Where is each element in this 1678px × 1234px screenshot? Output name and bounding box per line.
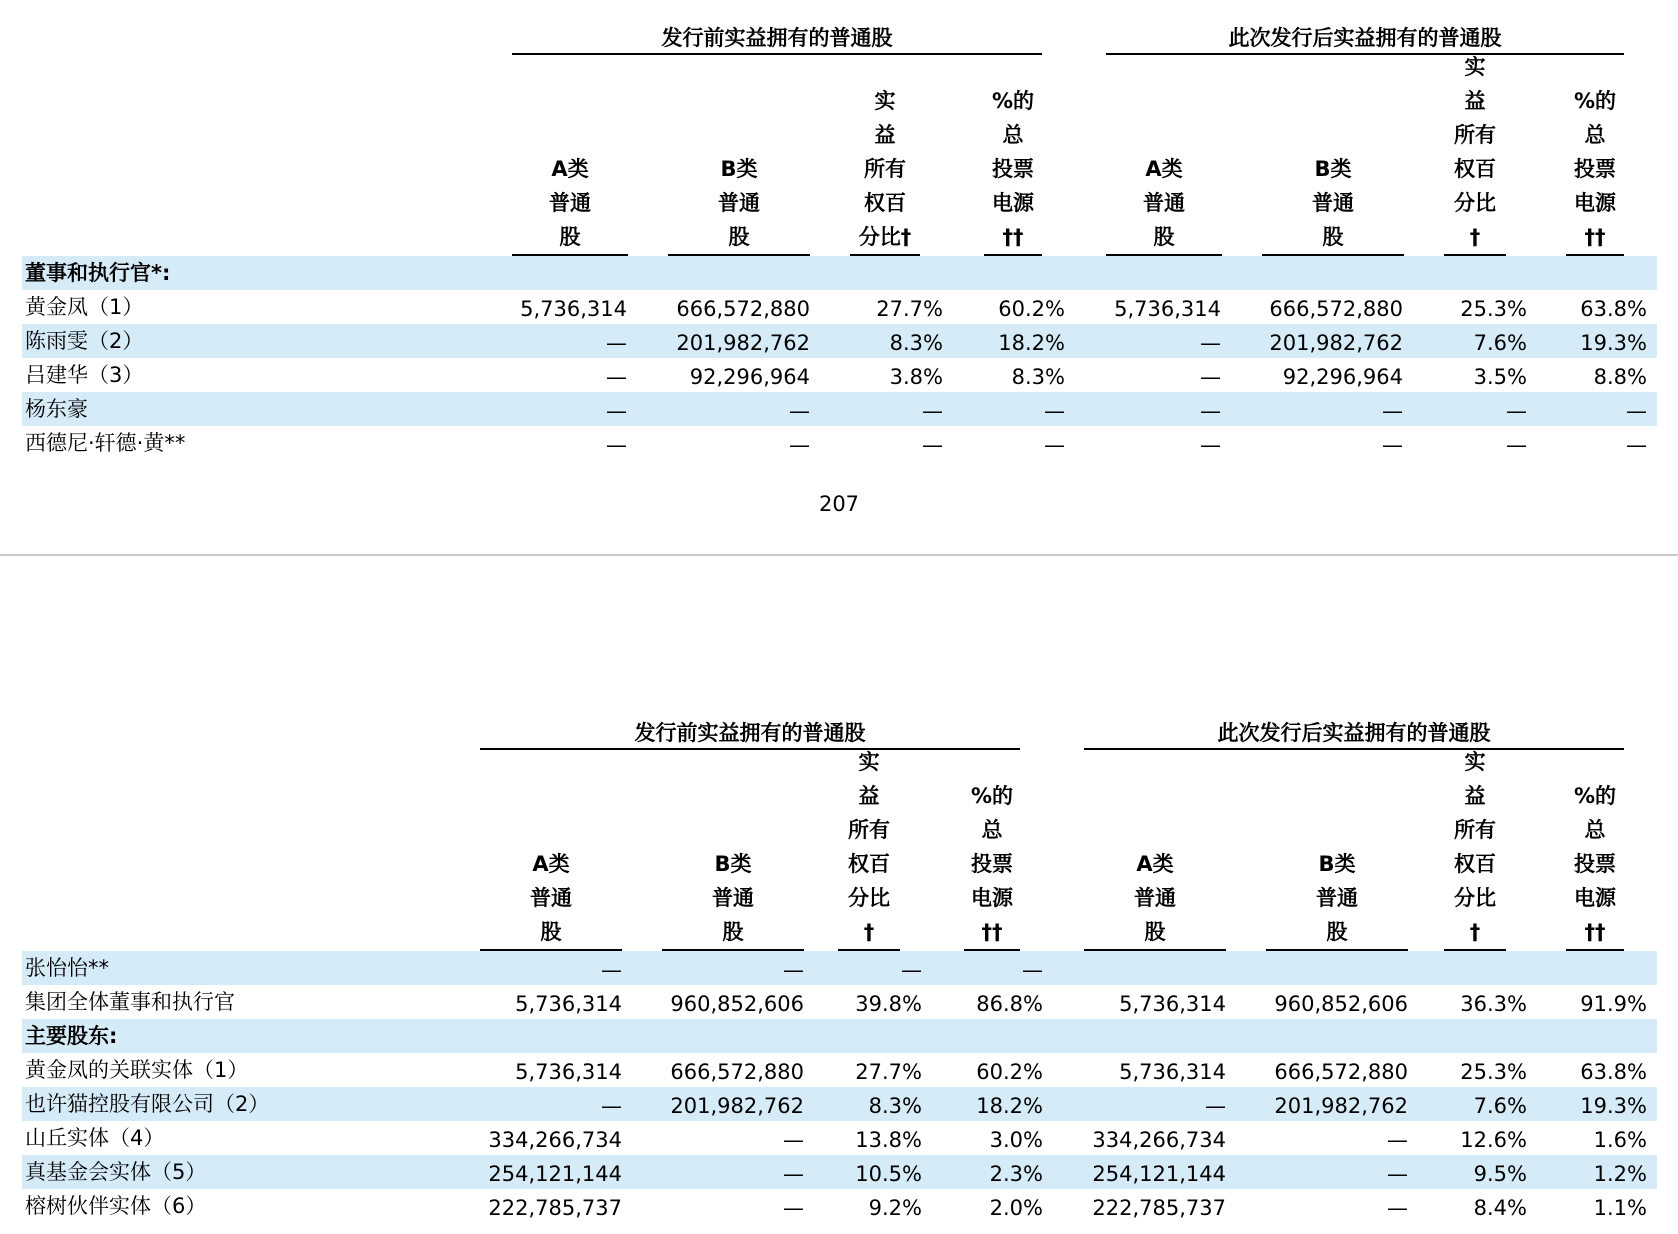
- table-cell: —: [1506, 433, 1527, 457]
- row-label: 董事和执行官*:: [25, 261, 171, 285]
- table-cell: —: [1387, 1162, 1408, 1186]
- page-number: 207: [818, 492, 860, 516]
- table-cell: 201,982,762: [1274, 1094, 1408, 1118]
- table-cell: —: [783, 1162, 804, 1186]
- table-cell: 8.3%: [889, 331, 943, 355]
- page-divider: [0, 554, 1678, 556]
- column-header-class-a: A类 普通 股: [480, 835, 622, 951]
- table-cell: 7.6%: [1473, 331, 1527, 355]
- row-label: 陈雨雯（2）: [25, 329, 144, 353]
- group-underline: [512, 53, 1042, 55]
- table-cell: —: [922, 433, 943, 457]
- table-cell: 63.8%: [1580, 297, 1647, 321]
- row-label: 集团全体董事和执行官: [25, 990, 235, 1014]
- column-header-beneficial-pct: 实 益 所有 权百 分比 †: [1444, 751, 1506, 951]
- table-cell: 60.2%: [976, 1060, 1043, 1084]
- table-cell: 18.2%: [998, 331, 1065, 355]
- column-header-voting-power: %的 总 投票 电源 ††: [1566, 779, 1624, 951]
- table-cell: 222,785,737: [488, 1196, 622, 1220]
- table-cell: 3.0%: [989, 1128, 1043, 1152]
- table-cell: —: [1044, 399, 1065, 423]
- table-cell: 10.5%: [855, 1162, 922, 1186]
- table-cell: 334,266,734: [1092, 1128, 1226, 1152]
- table-cell: 27.7%: [876, 297, 943, 321]
- table-cell: 1.2%: [1593, 1162, 1647, 1186]
- table-cell: —: [1205, 1094, 1226, 1118]
- section-header-row: [22, 1019, 1657, 1053]
- table-cell: 201,982,762: [670, 1094, 804, 1118]
- column-header-class-b: B类 普通 股: [1262, 140, 1404, 256]
- table-row: [22, 1087, 1657, 1121]
- table-cell: —: [901, 958, 922, 982]
- table-cell: 666,572,880: [1269, 297, 1403, 321]
- section-header-row: [22, 256, 1657, 290]
- table-cell: 666,572,880: [676, 297, 810, 321]
- table-row: [22, 290, 1657, 324]
- table-row: [22, 1053, 1657, 1087]
- table-cell: —: [1626, 433, 1647, 457]
- table-cell: —: [1200, 365, 1221, 389]
- table-cell: 5,736,314: [1119, 992, 1226, 1016]
- table-cell: —: [783, 1196, 804, 1220]
- column-header-class-b: B类 普通 股: [662, 835, 804, 951]
- table-cell: 13.8%: [855, 1128, 922, 1152]
- table-cell: 7.6%: [1473, 1094, 1527, 1118]
- table-cell: 18.2%: [976, 1094, 1043, 1118]
- row-label: 真基金会实体（5）: [25, 1160, 207, 1184]
- table-cell: 2.0%: [989, 1196, 1043, 1220]
- row-label: 黄金凤的关联实体（1）: [25, 1058, 249, 1082]
- table-cell: —: [1382, 399, 1403, 423]
- table-cell: 92,296,964: [1282, 365, 1403, 389]
- table-cell: —: [1200, 399, 1221, 423]
- column-header-voting-power: %的 总 投票 电源 ††: [984, 84, 1042, 256]
- table-cell: —: [606, 399, 627, 423]
- row-label: 黄金凤（1）: [25, 295, 144, 319]
- table-cell: 8.3%: [868, 1094, 922, 1118]
- table-cell: —: [1022, 958, 1043, 982]
- table-cell: 12.6%: [1460, 1128, 1527, 1152]
- column-header-class-a: A类 普通 股: [512, 140, 628, 256]
- table-cell: 8.3%: [1011, 365, 1065, 389]
- table-cell: —: [606, 331, 627, 355]
- table-cell: —: [1626, 399, 1647, 423]
- table-cell: 92,296,964: [689, 365, 810, 389]
- column-header-class-a: A类 普通 股: [1084, 835, 1226, 951]
- table-cell: 27.7%: [855, 1060, 922, 1084]
- column-header-voting-power: %的 总 投票 电源 ††: [1566, 84, 1624, 256]
- table-cell: 254,121,144: [1092, 1162, 1226, 1186]
- table-cell: 3.5%: [1473, 365, 1527, 389]
- table-cell: —: [789, 433, 810, 457]
- table-cell: 91.9%: [1580, 992, 1647, 1016]
- table-cell: 19.3%: [1580, 1094, 1647, 1118]
- row-label: 张怡怡**: [25, 956, 109, 980]
- table-cell: 5,736,314: [520, 297, 627, 321]
- table-cell: 5,736,314: [1114, 297, 1221, 321]
- table-cell: —: [601, 1094, 622, 1118]
- table-cell: 86.8%: [976, 992, 1043, 1016]
- table-cell: —: [601, 958, 622, 982]
- table-cell: 5,736,314: [515, 992, 622, 1016]
- table-cell: 254,121,144: [488, 1162, 622, 1186]
- table-row: [22, 1189, 1657, 1223]
- table-cell: 25.3%: [1460, 1060, 1527, 1084]
- table-cell: 2.3%: [989, 1162, 1043, 1186]
- table-cell: —: [606, 433, 627, 457]
- post-offering-group-header: 此次发行后实益拥有的普通股: [1228, 26, 1502, 50]
- table-cell: —: [1044, 433, 1065, 457]
- table-cell: —: [1506, 399, 1527, 423]
- table-row: [22, 1121, 1657, 1155]
- table-cell: 9.5%: [1473, 1162, 1527, 1186]
- column-header-class-b: B类 普通 股: [668, 140, 810, 256]
- group-underline: [480, 748, 1020, 750]
- table-cell: 5,736,314: [515, 1060, 622, 1084]
- table-cell: 1.6%: [1593, 1128, 1647, 1152]
- table-cell: 19.3%: [1580, 331, 1647, 355]
- table-cell: 3.8%: [889, 365, 943, 389]
- table-row: [22, 1155, 1657, 1189]
- table-cell: 1.1%: [1593, 1196, 1647, 1220]
- table-row: [22, 358, 1657, 392]
- table-cell: 334,266,734: [488, 1128, 622, 1152]
- table-cell: 39.8%: [855, 992, 922, 1016]
- table-row: [22, 985, 1657, 1019]
- row-label: 榕树伙伴实体（6）: [25, 1194, 207, 1218]
- table-cell: 960,852,606: [1274, 992, 1408, 1016]
- pre-offering-group-header: 发行前实益拥有的普通股: [661, 26, 893, 50]
- column-header-beneficial-pct: 实 益 所有 权百 分比†: [850, 76, 920, 256]
- column-header-class-a: A类 普通 股: [1106, 140, 1222, 256]
- table-cell: —: [606, 365, 627, 389]
- table-cell: —: [789, 399, 810, 423]
- table-row: [22, 324, 1657, 358]
- post-offering-group-header: 此次发行后实益拥有的普通股: [1217, 721, 1491, 745]
- table-cell: —: [1387, 1196, 1408, 1220]
- table-cell: —: [1382, 433, 1403, 457]
- table-cell: —: [783, 958, 804, 982]
- table-cell: —: [1200, 331, 1221, 355]
- table-cell: 9.2%: [868, 1196, 922, 1220]
- table-cell: —: [1387, 1128, 1408, 1152]
- table-cell: 60.2%: [998, 297, 1065, 321]
- pre-offering-group-header: 发行前实益拥有的普通股: [634, 721, 866, 745]
- column-header-beneficial-pct: 实 益 所有 权百 分比 †: [838, 751, 900, 951]
- column-header-class-b: B类 普通 股: [1266, 835, 1408, 951]
- row-label: 也许猫控股有限公司（2）: [25, 1092, 270, 1116]
- table-cell: —: [922, 399, 943, 423]
- table-cell: 8.4%: [1473, 1196, 1527, 1220]
- table-cell: 666,572,880: [670, 1060, 804, 1084]
- table-row: [22, 951, 1657, 985]
- table-cell: 8.8%: [1593, 365, 1647, 389]
- group-underline: [1106, 53, 1624, 55]
- row-label: 主要股东:: [25, 1024, 118, 1048]
- table-row: [22, 392, 1657, 426]
- group-underline: [1084, 748, 1624, 750]
- column-header-voting-power: %的 总 投票 电源 ††: [964, 779, 1020, 951]
- table-cell: —: [1200, 433, 1221, 457]
- table-cell: 960,852,606: [670, 992, 804, 1016]
- row-label: 西德尼·轩德·黄**: [25, 431, 186, 455]
- row-label: 山丘实体（4）: [25, 1126, 165, 1150]
- table-cell: 36.3%: [1460, 992, 1527, 1016]
- table-cell: 25.3%: [1460, 297, 1527, 321]
- table-cell: 201,982,762: [676, 331, 810, 355]
- table-cell: 201,982,762: [1269, 331, 1403, 355]
- table-cell: —: [783, 1128, 804, 1152]
- row-label: 杨东豪: [25, 397, 88, 421]
- column-header-beneficial-pct: 实 益 所有 权百 分比 †: [1444, 56, 1506, 256]
- table-cell: 5,736,314: [1119, 1060, 1226, 1084]
- row-label: 吕建华（3）: [25, 363, 144, 387]
- table-cell: 63.8%: [1580, 1060, 1647, 1084]
- table-row: [22, 426, 1657, 460]
- table-cell: 666,572,880: [1274, 1060, 1408, 1084]
- table-cell: 222,785,737: [1092, 1196, 1226, 1220]
